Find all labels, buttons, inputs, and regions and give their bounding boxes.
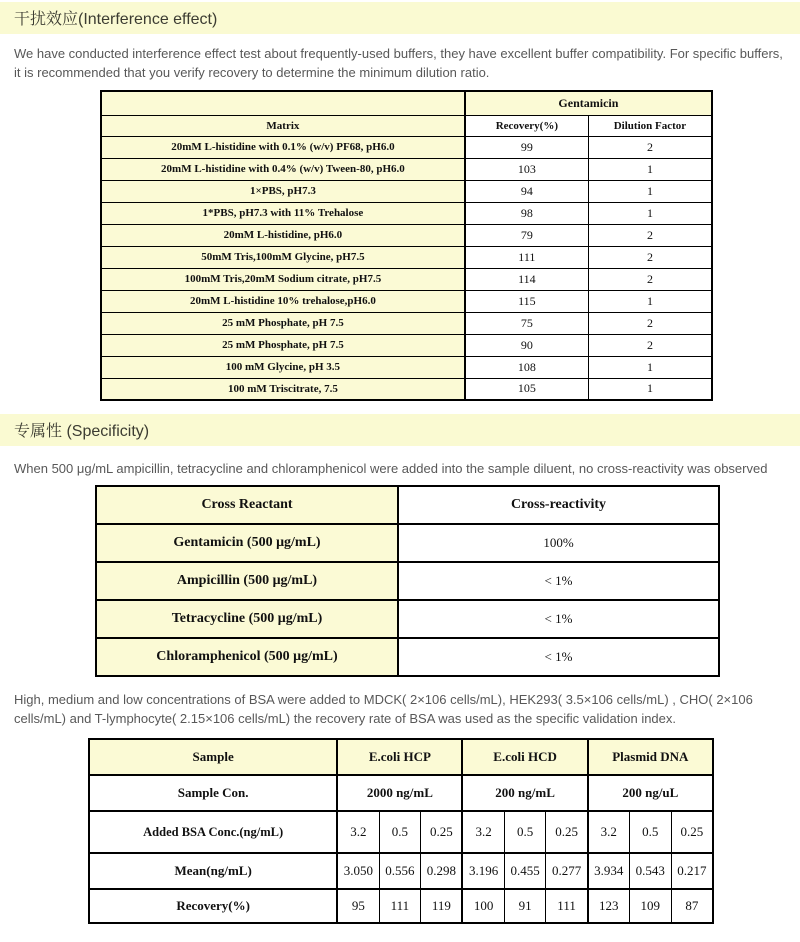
bsa-recovery-table <box>88 738 714 924</box>
value-cell: 0.298 <box>421 853 463 889</box>
reactant-cell: Gentamicin (500 μg/mL) <box>96 524 398 562</box>
value-cell: 111 <box>379 889 421 923</box>
value-cell: 0.25 <box>546 811 588 853</box>
recovery-cell: 111 <box>465 246 589 268</box>
table-row <box>101 202 712 224</box>
value-cell: 3.2 <box>462 811 504 853</box>
section-title-specificity: 专属性 (Specificity) <box>14 423 150 440</box>
interference-intro-paragraph: We have conducted interference effect test about frequently-used buffers, they have excellent buffer compatibility. For specific buffers, it is recommended that you verify recovery to determine the minimum dilution ratio. <box>14 46 783 80</box>
group-header-ecoli-hcp: E.coli HCP <box>337 739 462 775</box>
table-row <box>96 600 719 638</box>
table-row <box>89 889 713 923</box>
matrix-cell: 20mM L-histidine 10% trehalose,pH6.0 <box>101 290 465 312</box>
column-header-dilution: Dilution Factor <box>588 115 712 136</box>
row-label: Sample Con. <box>89 775 337 811</box>
matrix-header-spacer <box>101 91 465 115</box>
value-cell: 119 <box>421 889 463 923</box>
value-cell: 109 <box>629 889 671 923</box>
matrix-cell: 20mM L-histidine with 0.1% (w/v) PF68, pH6.0 <box>101 136 465 158</box>
matrix-cell: 100 mM Glycine, pH 3.5 <box>101 356 465 378</box>
reactivity-cell: 100% <box>398 524 719 562</box>
table-row <box>89 775 713 811</box>
sample-conc-cell: 2000 ng/mL <box>337 775 462 811</box>
cross-reactivity-table <box>95 485 720 677</box>
table-row <box>101 268 712 290</box>
value-cell: 0.556 <box>379 853 421 889</box>
corner-header-sample: Sample <box>89 739 337 775</box>
dilution-cell: 2 <box>588 268 712 290</box>
table-row <box>89 853 713 889</box>
table-row <box>101 312 712 334</box>
table-row <box>96 638 719 676</box>
recovery-cell: 98 <box>465 202 589 224</box>
value-cell: 111 <box>546 889 588 923</box>
value-cell: 123 <box>588 889 630 923</box>
value-cell: 3.2 <box>337 811 379 853</box>
table-row <box>101 356 712 378</box>
value-cell: 87 <box>671 889 713 923</box>
dilution-cell: 2 <box>588 334 712 356</box>
reactivity-cell: < 1% <box>398 562 719 600</box>
sample-conc-cell: 200 ng/uL <box>588 775 713 811</box>
reactant-cell: Tetracycline (500 μg/mL) <box>96 600 398 638</box>
value-cell: 0.25 <box>421 811 463 853</box>
reactivity-cell: < 1% <box>398 638 719 676</box>
matrix-cell: 50mM Tris,100mM Glycine, pH7.5 <box>101 246 465 268</box>
table-row <box>101 334 712 356</box>
dilution-cell: 2 <box>588 136 712 158</box>
value-cell: 100 <box>462 889 504 923</box>
reactivity-cell: < 1% <box>398 600 719 638</box>
dilution-cell: 2 <box>588 224 712 246</box>
table-row <box>101 224 712 246</box>
group-header-plasmid-dna: Plasmid DNA <box>588 739 713 775</box>
table-row <box>101 180 712 202</box>
recovery-cell: 79 <box>465 224 589 246</box>
value-cell: 0.277 <box>546 853 588 889</box>
dilution-cell: 1 <box>588 158 712 180</box>
table-row <box>101 378 712 400</box>
value-cell: 0.25 <box>671 811 713 853</box>
recovery-cell: 114 <box>465 268 589 290</box>
table-row <box>89 811 713 853</box>
table-row <box>101 136 712 158</box>
value-cell: 3.934 <box>588 853 630 889</box>
table-row <box>89 739 713 775</box>
dilution-cell: 1 <box>588 290 712 312</box>
column-header-reactant: Cross Reactant <box>96 486 398 524</box>
matrix-cell: 1*PBS, pH7.3 with 11% Trehalose <box>101 202 465 224</box>
table-row <box>101 246 712 268</box>
recovery-cell: 90 <box>465 334 589 356</box>
table-row <box>96 562 719 600</box>
table-row <box>96 524 719 562</box>
matrix-cell: 100mM Tris,20mM Sodium citrate, pH7.5 <box>101 268 465 290</box>
value-cell: 0.455 <box>504 853 546 889</box>
row-label: Mean(ng/mL) <box>89 853 337 889</box>
dilution-cell: 2 <box>588 246 712 268</box>
matrix-cell: 20mM L-histidine, pH6.0 <box>101 224 465 246</box>
value-cell: 3.2 <box>588 811 630 853</box>
recovery-cell: 94 <box>465 180 589 202</box>
dilution-cell: 1 <box>588 378 712 400</box>
column-header-recovery: Recovery(%) <box>465 115 589 136</box>
value-cell: 0.217 <box>671 853 713 889</box>
matrix-cell: 25 mM Phosphate, pH 7.5 <box>101 312 465 334</box>
table-row <box>101 91 712 115</box>
row-label: Added BSA Conc.(ng/mL) <box>89 811 337 853</box>
matrix-cell: 25 mM Phosphate, pH 7.5 <box>101 334 465 356</box>
dilution-cell: 1 <box>588 180 712 202</box>
section-header-specificity <box>0 414 800 446</box>
dilution-cell: 1 <box>588 356 712 378</box>
value-cell: 0.5 <box>504 811 546 853</box>
value-cell: 91 <box>504 889 546 923</box>
dilution-cell: 2 <box>588 312 712 334</box>
specificity-intro-paragraph: When 500 μg/mL ampicillin, tetracycline and chloramphenicol were added into the sample diluent, no cross-reactivity was observed <box>14 461 768 476</box>
bsa-intro-paragraph: High, medium and low concentrations of BSA were added to MDCK( 2×106 cells/mL), HEK293( 3.5×106 cells/mL) , CHO( 2×106 cells/mL) and T-lymphocyte( 2.15×106 cells/mL) the recovery rate of BSA was used as the specific validation index. <box>14 692 753 726</box>
section-header-interference <box>0 2 800 34</box>
matrix-cell: 20mM L-histidine with 0.4% (w/v) Tween-80, pH6.0 <box>101 158 465 180</box>
reactant-cell: Chloramphenicol (500 μg/mL) <box>96 638 398 676</box>
recovery-cell: 108 <box>465 356 589 378</box>
reactant-cell: Ampicillin (500 μg/mL) <box>96 562 398 600</box>
table-row <box>96 486 719 524</box>
recovery-cell: 99 <box>465 136 589 158</box>
recovery-cell: 75 <box>465 312 589 334</box>
value-cell: 0.5 <box>629 811 671 853</box>
recovery-cell: 115 <box>465 290 589 312</box>
analyte-group-header: Gentamicin <box>465 91 712 115</box>
row-label: Recovery(%) <box>89 889 337 923</box>
sample-conc-cell: 200 ng/mL <box>462 775 587 811</box>
dilution-cell: 1 <box>588 202 712 224</box>
group-header-ecoli-hcd: E.coli HCD <box>462 739 587 775</box>
value-cell: 3.196 <box>462 853 504 889</box>
matrix-cell: 1×PBS, pH7.3 <box>101 180 465 202</box>
table-row <box>101 115 712 136</box>
table-row <box>101 158 712 180</box>
value-cell: 95 <box>337 889 379 923</box>
value-cell: 3.050 <box>337 853 379 889</box>
column-header-reactivity: Cross-reactivity <box>398 486 719 524</box>
table-row <box>101 290 712 312</box>
section-title-interference: 干扰效应(Interference effect) <box>14 11 218 28</box>
interference-table <box>100 90 713 401</box>
matrix-cell: 100 mM Triscitrate, 7.5 <box>101 378 465 400</box>
recovery-cell: 105 <box>465 378 589 400</box>
value-cell: 0.5 <box>379 811 421 853</box>
column-header-matrix: Matrix <box>101 115 465 136</box>
value-cell: 0.543 <box>629 853 671 889</box>
recovery-cell: 103 <box>465 158 589 180</box>
